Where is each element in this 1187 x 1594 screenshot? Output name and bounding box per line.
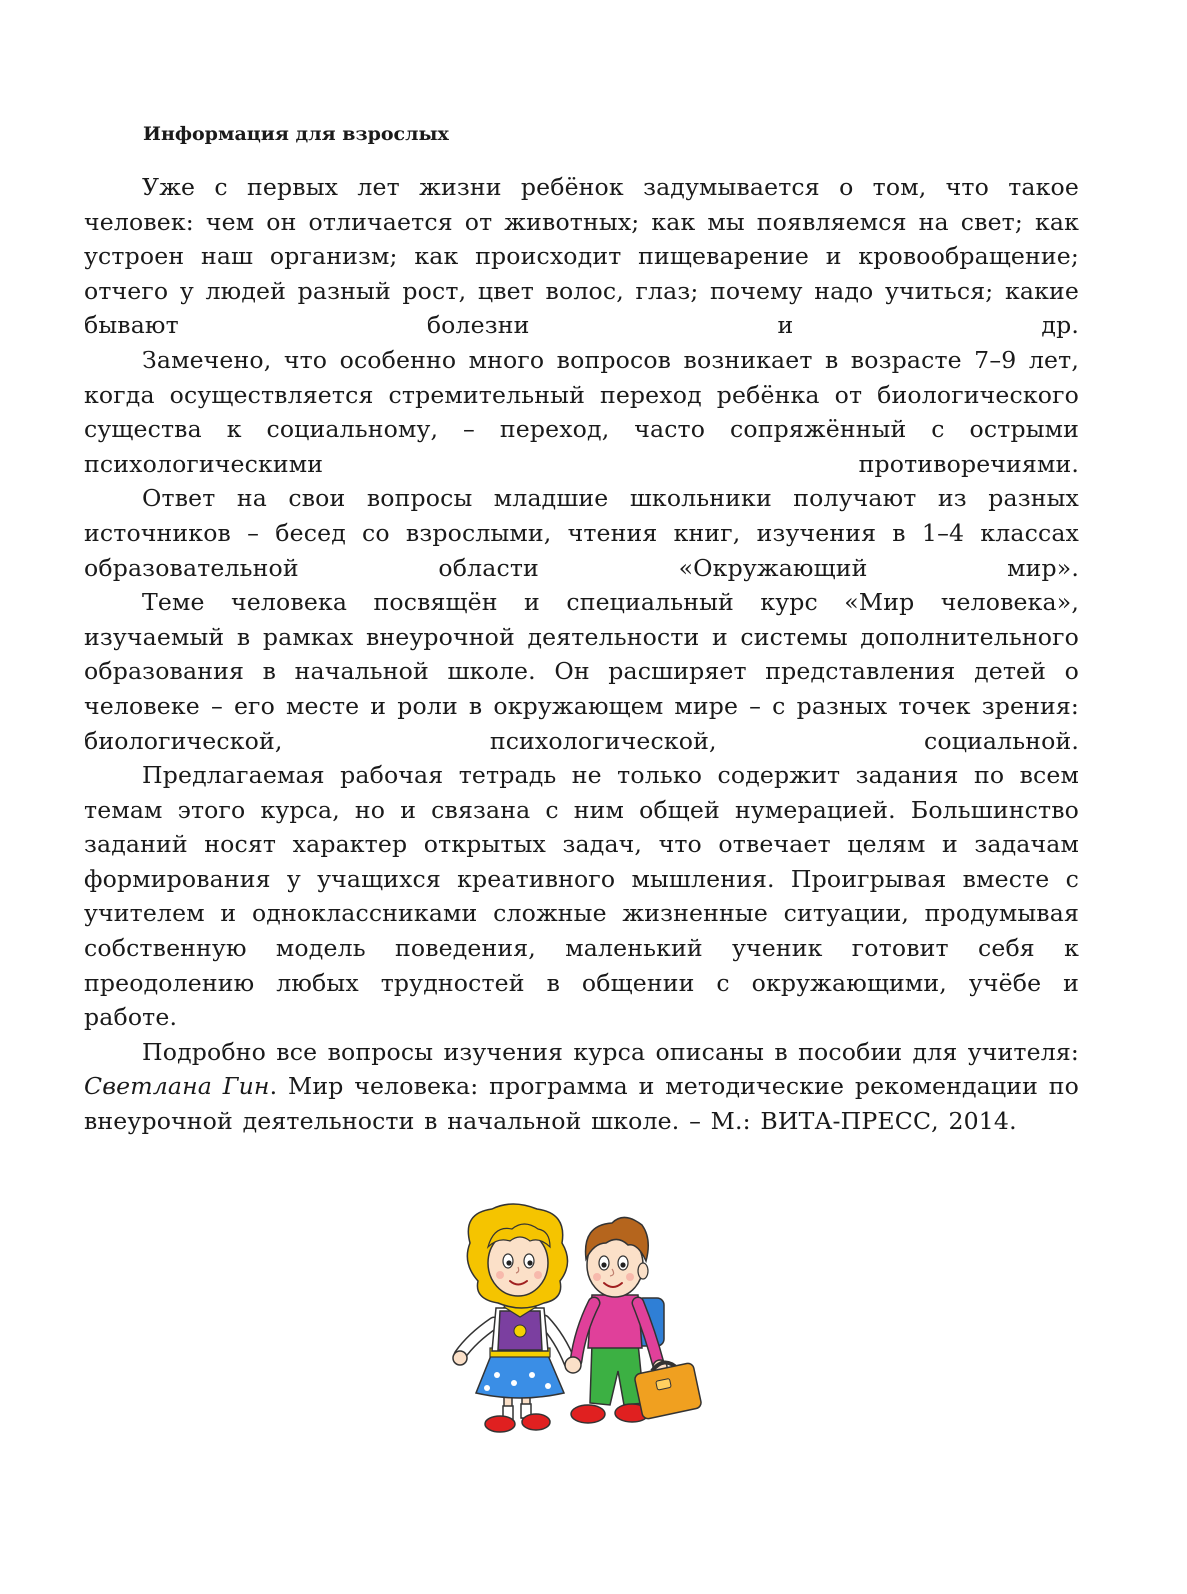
girl-skirt (476, 1353, 564, 1398)
paragraph-4: Теме человека посвящён и специальный курс «Мир человека», изучаемый в рамках внеурочной деятельности и системы дополнительного образования в начальной школе. Он расширяет представления детей о человеке – его месте и роли в окружающем мире – с разных точек зрения: биологической, психологической, социальной. (84, 588, 1079, 755)
reference-author: Светлана Гин (84, 1072, 270, 1101)
paragraph-5: Предлагаемая рабочая тетрадь не только содержит задания по всем темам этого курса, но и связана с ним общей нумерацией. Большинство заданий носят характер открытых задач, что отвечает целям и задачам формирования у учащихся креативного мышления. Проигрывая вместе с учителем и одноклассниками сложные жизненные ситуации, продумывая собственную модель поведения, маленький ученик готовит себя к преодолению любых трудностей в общении с окружающими, учёбе и работе. (84, 761, 1079, 1032)
children-illustration (452, 1203, 712, 1448)
girl-shoe-right (522, 1414, 550, 1430)
girl-figure (453, 1204, 570, 1432)
section-heading: Информация для взрослых (143, 123, 449, 145)
briefcase (634, 1362, 702, 1419)
paragraph-2: Замечено, что особенно много вопросов возникает в возрасте 7–9 лет, когда осуществляется стремительный переход ребёнка от биологического существа к социальному, – переход, часто сопряжённый с острыми психологическими противоречиями. (84, 345, 1079, 478)
girl-shoe-left (485, 1416, 515, 1432)
paragraph-3: Ответ на свои вопросы младшие школьники получают из разных источников – бесед со взрослыми, чтения книг, изучения в 1–4 классах образовательной области «Окружающий мир». (84, 484, 1079, 582)
boy-pants (590, 1343, 644, 1405)
reference-rest: . Мир человека: программа и методические рекомендации по внеурочной деятельности в начальной школе. – М.: ВИТА-ПРЕСС, 2014. (84, 1072, 1079, 1136)
paragraph-reference (84, 1035, 1079, 1139)
body-text (84, 170, 1079, 1139)
reference-intro: Подробно все вопросы изучения курса описаны в пособии для учителя: (142, 1037, 1079, 1066)
boy-figure (565, 1217, 702, 1423)
paragraph-1: Уже с первых лет жизни ребёнок задумывается о том, что такое человек: чем он отличается от животных; как мы появляемся на свет; как устроен наш организм; как происходит пищеварение и кровообращение; отчего у людей разный рост, цвет волос, глаз; почему надо учиться; какие бывают болезни и др. (84, 173, 1079, 340)
